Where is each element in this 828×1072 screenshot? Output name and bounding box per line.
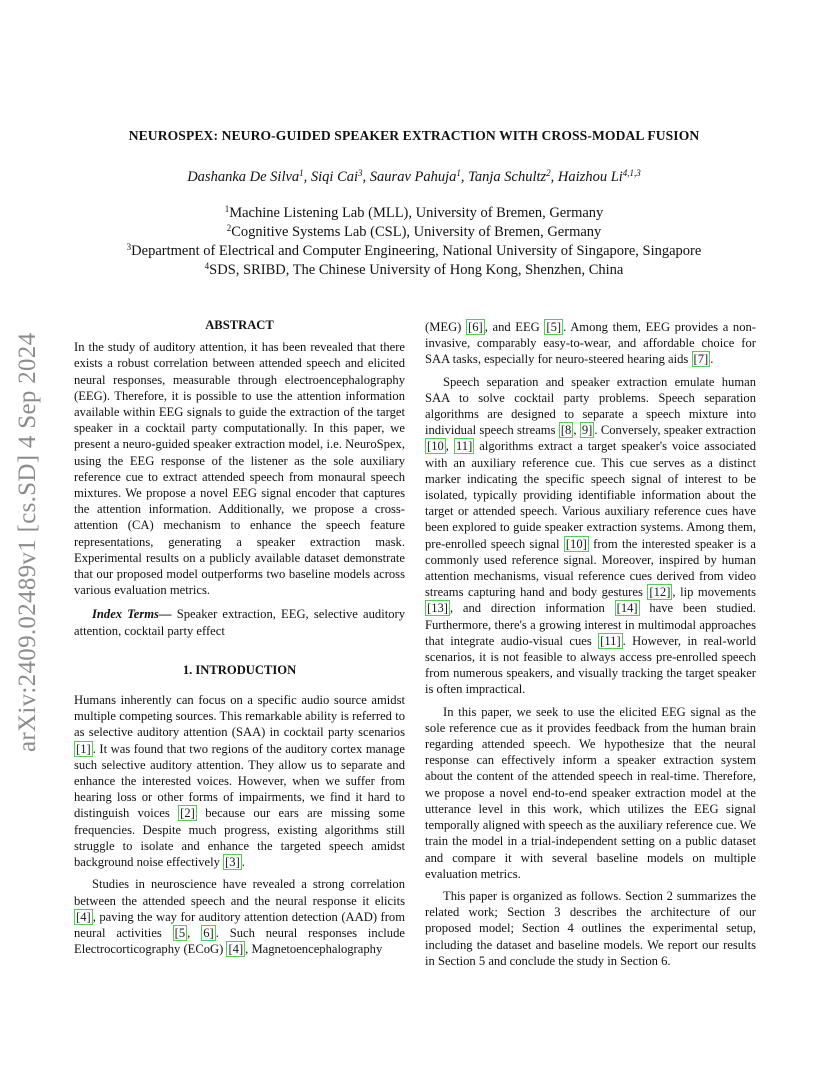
citation-link[interactable]: 9] — [581, 423, 593, 438]
citation-link[interactable]: [7] — [693, 352, 709, 367]
paper-title: NEUROSPEX: NEURO-GUIDED SPEAKER EXTRACTION WITH CROSS-MODAL FUSION — [128, 128, 700, 143]
left-column — [74, 317, 405, 957]
author-name: Siqi Cai — [310, 169, 359, 185]
affiliation: $^1$Machine Listening Lab (MLL), University of Bremen, Germany — [224, 204, 604, 221]
citation-link[interactable]: [2] — [180, 806, 195, 821]
citation-link[interactable]: [6] — [468, 320, 483, 334]
body-paragraph: Speech separation and speaker extraction emulate human SAA to solve cocktail party problems. Speech separation algorithms are designed to separate a speech mixture into individual speech streams [8 , 9] . Conversely, speaker extraction [10 , 11] algorithms extract a target speaker's voice associated with an auxiliary reference cue. This cue serves as a distinct marker indicating the specific speech signal of interest to be isolated, typically providing identifiable information about the target or attended speech. Various auxiliary reference cues have been explored to guide speaker extraction systems. Among them, pre-enrolled speech signal [10] from the interested speaker is a commonly used reference signal. Moreover, inspired by human attention mechanisms, visual reference cues derived from video streams capturing hand and body gestures [12] , lip movements [13] , and direction information [14] have been studied. Furthermore, there's a growing interest in multimodal approaches that integrate audio-visual cues [11] . However, in real-world scenarios, it is not feasible to always access pre-enrolled speech from numerous speakers, and visually tracking the target speaker is often impractical. — [425, 374, 757, 697]
citation-link[interactable]: [1] — [76, 741, 91, 756]
intro-heading: 1. INTRODUCTION — [182, 662, 297, 677]
author-affiliation-mark: 1 — [456, 168, 461, 178]
citation-link[interactable]: [4] — [76, 909, 91, 924]
citation-link[interactable]: [10 — [427, 439, 444, 454]
citation-link[interactable]: 11] — [455, 439, 473, 454]
citation-link[interactable]: [13] — [427, 601, 448, 616]
author-affiliation-mark: 4,1,3 — [622, 168, 641, 178]
body-paragraph: This paper is organized as follows. Section 2 summarizes the related work; Section 3 describes the architecture of our proposed model; Section 4 outlines the experimental setup, including the dataset and baseline models. We report our results in Section 5 and conclude the study in Section 6. — [425, 888, 756, 968]
author-name: Haizhou Li — [557, 169, 623, 185]
arxiv-stamp: arXiv:2409.02489v1 [cs.SD] 4 Sep 2024 — [14, 332, 41, 752]
right-paragraphs — [425, 319, 756, 969]
citation-link[interactable]: [5 — [174, 925, 186, 940]
citation-link[interactable]: [4] — [228, 942, 244, 957]
index-terms — [74, 606, 405, 638]
citation-link[interactable]: [12] — [649, 585, 671, 600]
author-affiliation-mark: 2 — [546, 168, 551, 178]
citation-link[interactable]: [10] — [565, 536, 587, 551]
abstract-text: In the study of auditory attention, it has been revealed that there exists a robust correlation between attended speech and elicited neural responses, measurable through electroencephalography (EEG). Therefore, it is possible to use the attention information available within EEG signals to guide the extraction of the target speaker in a cocktail party computationally. In this paper, we present a neuro-guided speaker extraction model, i.e. NeuroSpex, using the EEG response of the listener as the sole auxiliary reference cue to extract attended speech from monaural speech mixtures. We propose a novel EEG signal encoder that captures the attention information. Additionally, we propose a cross-attention (CA) mechanism to enhance the speech feature representations, generating a speaker extraction mask. Experimental results on a publicly available dataset demonstrate that our proposed model outperforms two baseline models across various evaluation metrics. — [74, 340, 405, 598]
author-name: Dashanka De Silva — [187, 169, 300, 185]
author-list: Dashanka De Silva$^1$, Siqi Cai$^3$, Saurav Pahuja$^1$, Tanja Schultz$^2$, Haizhou Li$^{4,1,3}$ — [187, 168, 641, 185]
affiliation: $^3$Department of Electrical and Computer Engineering, National University of Singapore, Singapore — [126, 242, 702, 259]
citation-link[interactable]: [5] — [546, 320, 562, 334]
affiliation: $^2$Cognitive Systems Lab (CSL), University of Bremen, Germany — [226, 223, 602, 240]
author-affiliation-mark: 3 — [358, 168, 363, 178]
affiliation: $^4$SDS, SRIBD, The Chinese University of Hong Kong, Shenzhen, China — [204, 261, 624, 278]
body-paragraph: Studies in neuroscience have revealed a strong correlation between the attended speech and the neural response it elicits [4] , paving the way for auditory attention detection (AAD) from neural activities [5 , 6] . Such neural responses include Electrocorticography (ECoG) [4] , Magnetoencephalography — [74, 877, 405, 957]
author-name: Saurav Pahuja — [369, 169, 457, 185]
body-paragraph: (MEG) [6] , and EEG [5] . Among them, EEG provides a non-invasive, comparably easy-to-wear, and affordable choice for SAA tasks, especially for neuro-steered hearing aids [7] . — [425, 320, 756, 367]
citation-link[interactable]: 6] — [203, 925, 214, 940]
right-column — [425, 319, 756, 969]
citation-link[interactable]: [3] — [225, 855, 240, 870]
author-name: Tanja Schultz — [468, 169, 547, 185]
index-terms-label: Index Terms— — [92, 607, 172, 622]
body-paragraph: In this paper, we seek to use the elicited EEG signal as the sole reference cue as it provides feedback from the human brain regarding attended speech. We hypothesize that the neural response can effectively inform a speaker extraction system about the content of the attended speech in real-time. Therefore, we propose a novel end-to-end speaker extraction model at the utterance level in this work, which utilizes the EEG signal temporally aligned with speech as the auxiliary reference cue. We train the model in a trial-independent setting on a public dataset and compare it with several baseline models on multiple evaluation metrics. — [425, 704, 756, 881]
body-paragraph: Humans inherently can focus on a specific audio source amidst multiple competing sources. This remarkable ability is referred to as selective auditory attention (SAA) in cocktail party scenarios [1] . It was found that two regions of the auditory cortex manage such selective auditory attention. They allow us to separate and enhance the interested voices. However, when we suffer from hearing loss or other forms of impairments, we find it hard to distinguish voices [2] because our ears are missing some frequencies. Despite much progress, existing algorithms still struggle to isolate and enhance the targeted speech amidst background noise effectively [3] . — [74, 693, 405, 870]
intro-paragraphs — [74, 692, 405, 957]
index-terms-text: Speaker extraction, EEG, selective auditory attention, cocktail party effect — [74, 607, 406, 638]
citation-link[interactable]: [11] — [600, 633, 621, 648]
abstract-heading: ABSTRACT — [205, 318, 274, 332]
citation-link[interactable]: [14] — [616, 601, 638, 616]
author-affiliation-mark: 1 — [299, 168, 304, 178]
citation-link[interactable]: [8 — [560, 423, 572, 438]
